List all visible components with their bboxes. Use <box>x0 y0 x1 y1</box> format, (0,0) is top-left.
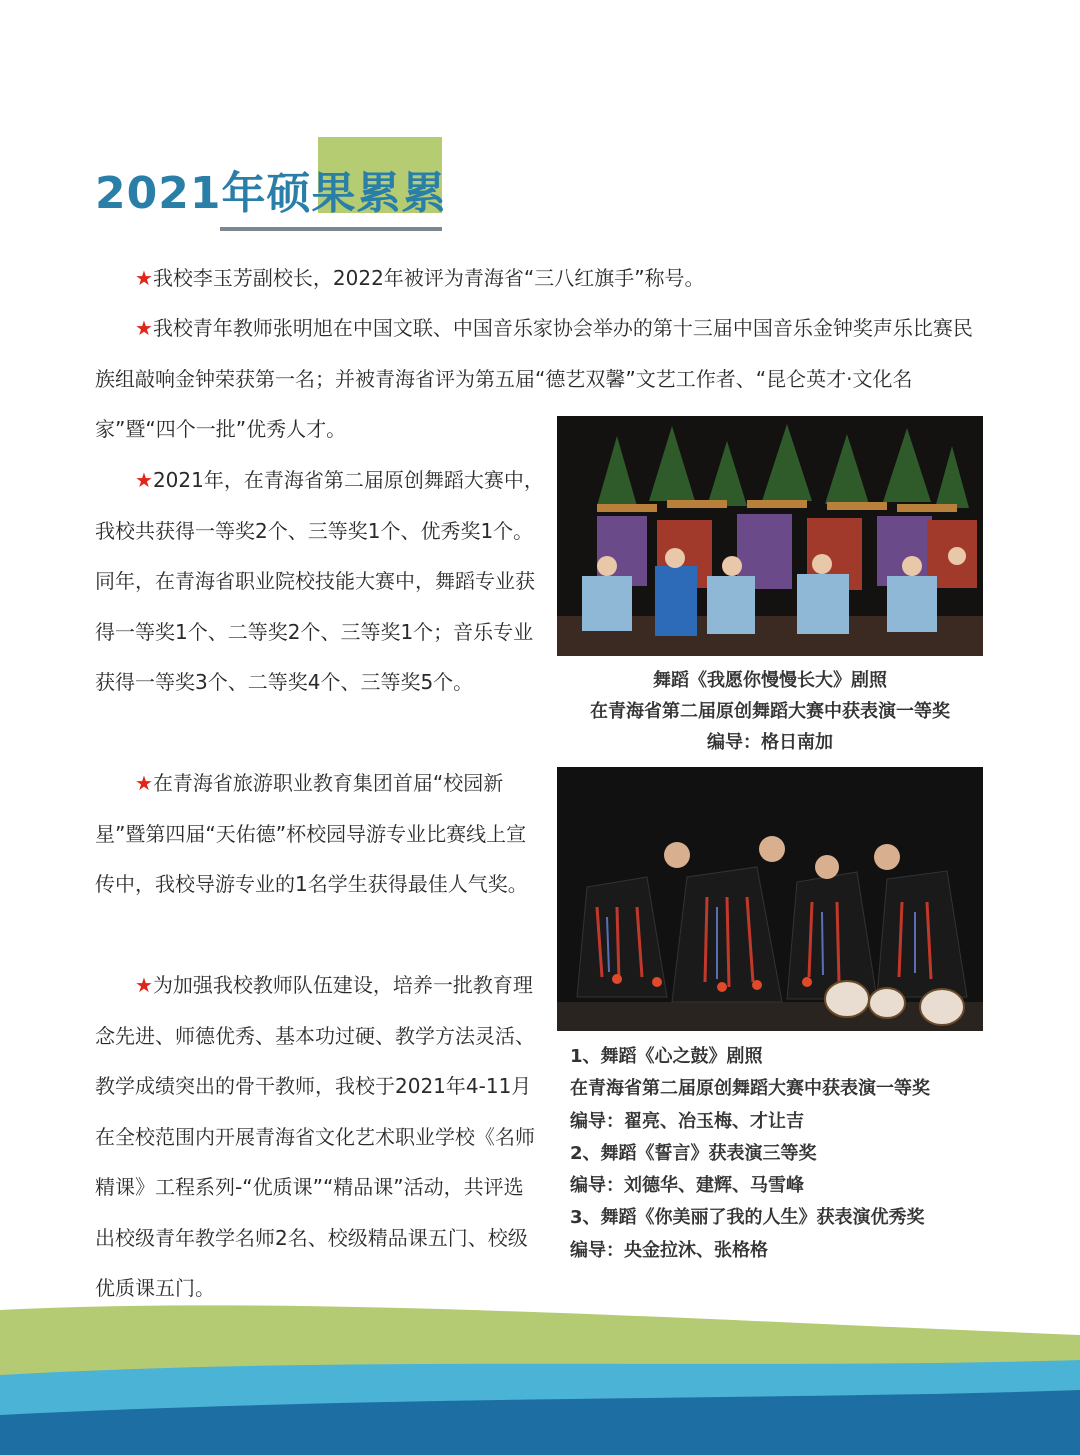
caption-line: 在青海省第二届原创舞蹈大赛中获表演一等奖 <box>590 701 950 722</box>
title-underline <box>220 227 442 231</box>
caption-line: 编导：央金拉沐、张格格 <box>570 1239 768 1261</box>
photo1-caption <box>557 665 983 758</box>
caption-line: 编导：刘德华、建辉、马雪峰 <box>570 1175 804 1197</box>
caption-line: 编导：格日南加 <box>707 732 833 753</box>
dance-photo-heart-drum-image <box>557 767 983 1031</box>
dance-photo-heart-drum <box>557 767 983 1031</box>
paragraph-dance-contest <box>95 455 545 708</box>
star-icon: ★ <box>135 973 153 997</box>
paragraph-text: 我校青年教师张明旭在中国文联、中国音乐家协会举办的第十三届中国音乐金钟奖声乐比赛民族组敲响金钟荣获第一名；并被青海省评为第五届“德艺双馨”文艺工作者、“昆仑英才·文化名家”暨“四个一批”优秀人才。 <box>95 316 973 441</box>
dance-photo-grow-up-image <box>557 416 983 656</box>
caption-line: 在青海省第二届原创舞蹈大赛中获表演一等奖 <box>570 1078 930 1100</box>
caption-line: 2、舞蹈《誓言》获表演三等奖 <box>570 1142 817 1164</box>
footer-wave-shape <box>0 1300 1080 1455</box>
caption-line: 编导：翟亮、冶玉梅、才让吉 <box>570 1110 804 1132</box>
star-icon: ★ <box>135 771 153 795</box>
footer-wave-decoration <box>0 1300 1080 1455</box>
paragraph-text: 在青海省旅游职业教育集团首届“校园新星”暨第四届“天佑德”杯校园导游专业比赛线上宣传中，我校导游专业的1名学生获得最佳人气奖。 <box>95 771 528 896</box>
paragraph-text: 2021年，在青海省第二届原创舞蹈大赛中，我校共获得一等奖2个、三等奖1个、优秀奖1个。同年，在青海省职业院校技能大赛中，舞蹈专业获得一等奖1个、二等奖2个、三等奖1个；音乐专业获得一等奖3个、二等奖4个、三等奖5个。 <box>95 468 544 694</box>
paragraph-text: 为加强我校教师队伍建设，培养一批教育理念先进、师德优秀、基本功过硬、教学方法灵活、教学成绩突出的骨干教师，我校于2021年4-11月在全校范围内开展青海省文化艺术职业学校《名师精课》工程系列-“优质课”“精品课”活动，共评选出校级青年教学名师2名、校级精品课五门、校级优质课五门。 <box>95 973 535 1300</box>
paragraph-tour-guide <box>95 758 545 910</box>
caption-line: 3、舞蹈《你美丽了我的人生》获表演优秀奖 <box>570 1207 925 1229</box>
paragraph-teacher-training <box>95 960 535 1314</box>
page-title: 2021年硕果累累 <box>95 168 447 219</box>
caption-line: 1、舞蹈《心之鼓》剧照 <box>570 1046 763 1067</box>
photo2-caption <box>570 1041 990 1267</box>
star-icon: ★ <box>135 316 153 340</box>
paragraph-text: 我校李玉芳副校长，2022年被评为青海省“三八红旗手”称号。 <box>152 266 705 290</box>
star-icon: ★ <box>135 266 153 290</box>
star-icon: ★ <box>135 468 153 492</box>
caption-line: 舞蹈《我愿你慢慢长大》剧照 <box>653 670 887 691</box>
dance-photo-grow-up <box>557 416 983 656</box>
paragraph-vice-principal <box>95 253 990 304</box>
